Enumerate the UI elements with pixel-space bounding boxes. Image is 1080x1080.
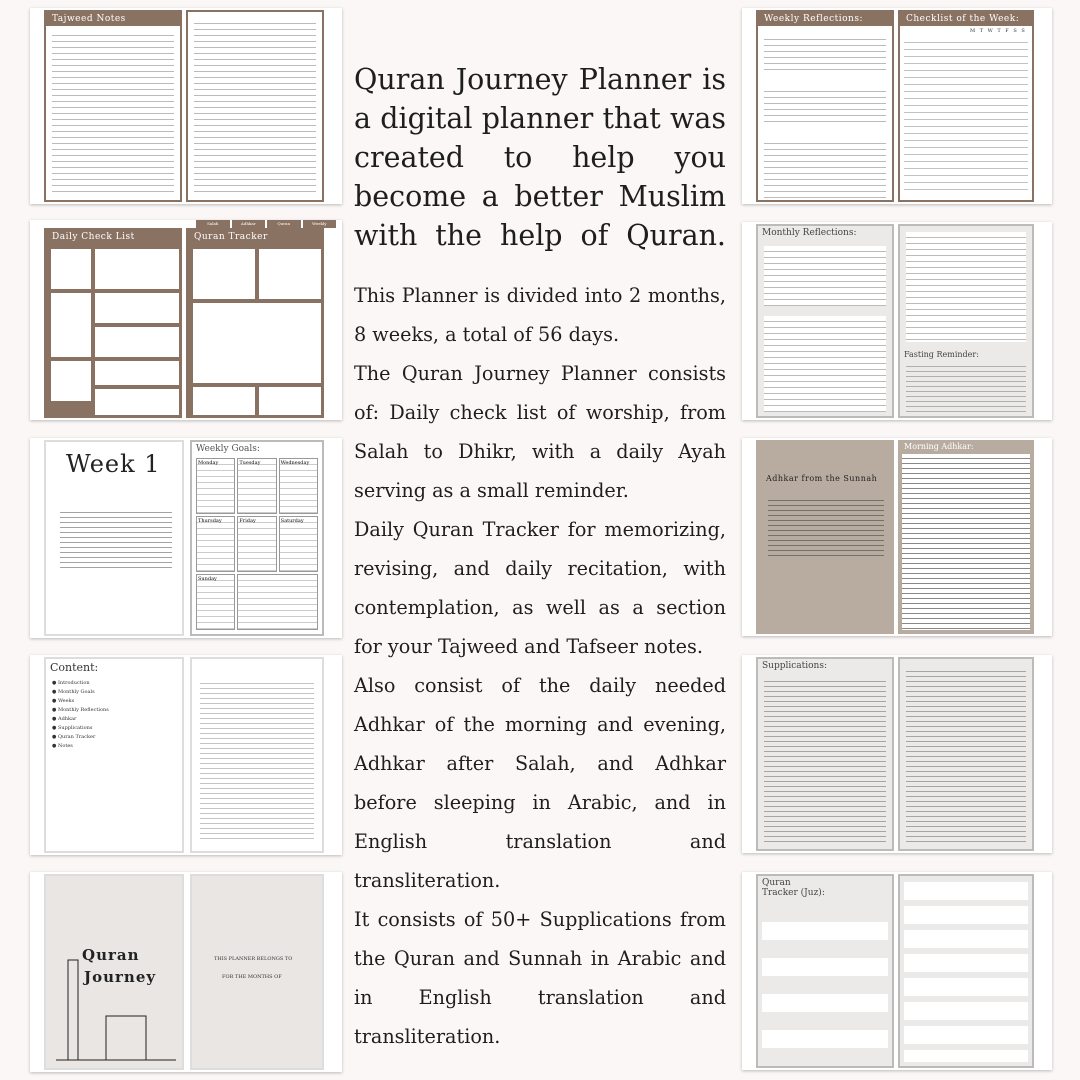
description-paragraph: Daily Quran Tracker for memorizing, revising, and daily recitation, with contemplation, as well as a section for your Tajweed and Tafseer notes. <box>354 518 726 658</box>
right-tabs <box>326 14 340 190</box>
monthly-reflections-page: Monthly Reflections: <box>756 224 894 418</box>
description-paragraph: This Planner is divided into 2 months, 8 weeks, a total of 56 days. <box>354 284 726 346</box>
thumb-cover <box>30 872 342 1072</box>
daily-checklist-page <box>44 228 182 418</box>
thumb-tajweed-notes <box>30 8 342 204</box>
supplications-right-page <box>898 657 1034 851</box>
thumb-supplications <box>742 655 1052 853</box>
content-title: Content: <box>50 661 99 674</box>
cover-months: FOR THE MONTHS OF <box>222 974 282 980</box>
page-title: Tajweed Notes <box>46 12 180 26</box>
fasting-reminder-page: Fasting Reminder: <box>898 224 1034 418</box>
thumb-daily-checklist <box>30 220 342 420</box>
thumb-week-1 <box>30 438 342 638</box>
top-tabs: Salah Adhkar Quran Weekly <box>196 220 336 228</box>
cover-title-1: Quran <box>82 946 140 964</box>
supplications-page: Supplications: <box>756 657 894 851</box>
description-paragraph: It consists of 50+ Supplications from the Quran and Sunnah in Arabic and in English translation and transliteration. <box>354 908 726 1048</box>
thumb-adhkar <box>742 438 1052 636</box>
weekly-reflections-page: Weekly Reflections: <box>756 10 894 202</box>
thumb-monthly-reflections <box>742 222 1052 420</box>
weekly-goals-title: Weekly Goals: <box>196 444 260 454</box>
adhkar-sunnah-page: Adhkar from the Sunnah <box>756 440 894 634</box>
description-paragraph: Also consist of the daily needed Adhkar of the morning and evening, Adhkar after Salah, and Adhkar before sleeping in Arabic, and in English translation and transliteration. <box>354 674 726 892</box>
checklist-week-page: Checklist of the Week: M T W T F S S <box>898 10 1034 202</box>
thumb-weekly-reflections <box>742 8 1052 204</box>
juz-tracker-right-page <box>898 874 1034 1068</box>
cover-left-page <box>44 874 184 1070</box>
tajweed-left-page <box>44 10 182 202</box>
cover-belongs: THIS PLANNER BELONGS TO <box>214 956 293 962</box>
week-title: Week 1 <box>66 450 161 478</box>
kaaba-icon <box>56 956 176 1068</box>
hero-title: Quran Journey Planner is a digital planner that was created to help you become a better Muslim with the help of Quran. <box>354 63 726 252</box>
content-page: Content: ● Introduction ● Monthly Goals ● Weeks ● Monthly Reflections ● Adhkar ● Supplications ● Quran Tracker ● Notes <box>44 657 184 853</box>
cover-title-2: Journey <box>84 968 157 986</box>
page-title: Daily Check List <box>46 230 180 244</box>
description-body <box>354 276 726 1056</box>
intro-page <box>190 657 324 853</box>
week-cover-page <box>44 440 184 636</box>
weekly-goals-page: Weekly Goals: Monday Tuesday Wednesday Thursday Friday Saturday Sunday <box>190 440 324 636</box>
quran-tracker-page <box>186 228 324 418</box>
page-title: Quran Tracker <box>188 230 322 244</box>
juz-tracker-left-page: Quran Tracker (Juz): <box>756 874 894 1068</box>
tajweed-right-page <box>186 10 324 202</box>
thumb-quran-tracker-juz <box>742 872 1052 1070</box>
morning-adhkar-page: Morning Adhkar: <box>898 440 1034 634</box>
description-paragraph: The Quran Journey Planner consists of: Daily check list of worship, from Salah to Dhikr, with a daily Ayah serving as a small reminder. <box>354 362 726 502</box>
cover-right-page <box>190 874 324 1070</box>
thumb-content <box>30 655 342 855</box>
